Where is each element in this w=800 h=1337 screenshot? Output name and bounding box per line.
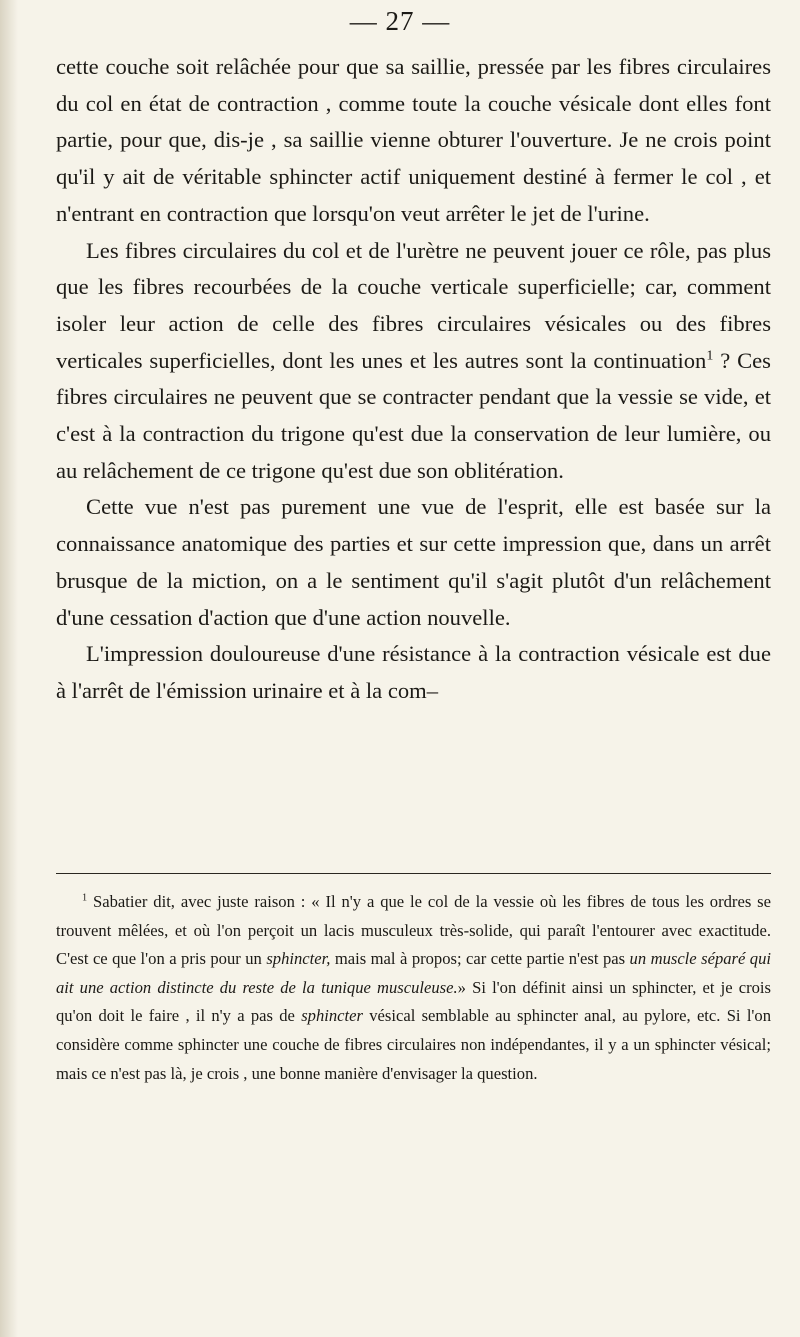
paragraph-2-text: Les fibres circulaires du col et de l'urètre ne peuvent jouer ce rôle, pas plus que les fibres recourbées de la couche verticale superficielle; car, comment isoler leur action de celle des fibres circulaires vésicales ou des fibres verticales superficielles, dont les unes et les autres sont la continuation <box>56 237 771 373</box>
paragraph-3: Cette vue n'est pas purement une vue de l'esprit, elle est basée sur la connaissance anatomique des parties et sur cette impression que, dans un arrêt brusque de la miction, on a le sentiment qu'il s'agit plutôt d'un relâchement d'une cessation d'action que d'une action nouvelle. <box>56 494 771 630</box>
footnote-text-1: Sabatier dit, avec juste raison : « Il n'y a que le col de la vessie où les fibres de tous les ordres se trouvent mêlées, et où l'on perçoit un lacis musculeux très-solide, qui paraît l'entourer avec exactitude. C'est ce que l'on a pris pour un <box>56 892 771 969</box>
footnote-separator-rule <box>56 873 771 874</box>
page-gutter-shadow <box>0 0 18 1337</box>
paragraph-4: L'impression douloureuse d'une résistance à la contraction vésicale est due à l'arrêt de l'émission urinaire et à la com– <box>56 641 771 703</box>
footnote-reference: 1 <box>706 348 714 364</box>
footnote-italic-3: sphincter <box>301 1006 363 1026</box>
footnote-text-4: vésical semblable au sphincter anal, au pylore, etc. Si l'on considère comme sphincter une couche de fibres circulaires non indépendantes, il y a un sphincter vésical; mais ce n'est pas là, je crois , une bonne manière d'envisager la question. <box>56 1006 772 1083</box>
paragraph-2-continuation: ? Ces fibres circulaires ne peuvent que se contracter pendant que la vessie se vide, et c'est à la contraction du trigone qu'est due la conservation de leur lumière, ou au relâchement de ce trigone qu'est due son oblitération. <box>56 347 771 483</box>
paragraph-2 <box>56 233 771 490</box>
page-number: — 27 — <box>349 6 451 36</box>
footnote-italic-2: un muscle séparé qui ait une action distincte du reste de la tunique musculeuse. <box>56 949 772 997</box>
footnote-marker: 1 <box>82 892 88 904</box>
footnote-text-3: » Si l'on définit ainsi un sphincter, et je crois qu'on doit le faire , il n'y a pas de <box>56 977 772 1026</box>
footnote-paragraph <box>56 888 771 1088</box>
footnote-italic-1: sphincter, <box>266 949 331 969</box>
footnote <box>56 888 771 1088</box>
footnote-text-2: mais mal à propos; car cette partie n'est pas <box>334 949 626 969</box>
paragraph-1: cette couche soit relâchée pour que sa saillie, pressée par les fibres circulaires du col en état de contraction , comme toute la couche vésicale dont elles font partie, pour que, dis-je , sa saillie vienne obturer l'ouverture. Je ne crois point qu'il y ait de véritable sphincter actif uniquement destiné à fermer le col , et n'entrant en contraction que lorsqu'on veut arrêter le jet de l'urine. <box>56 54 771 226</box>
main-text-body <box>56 49 771 710</box>
